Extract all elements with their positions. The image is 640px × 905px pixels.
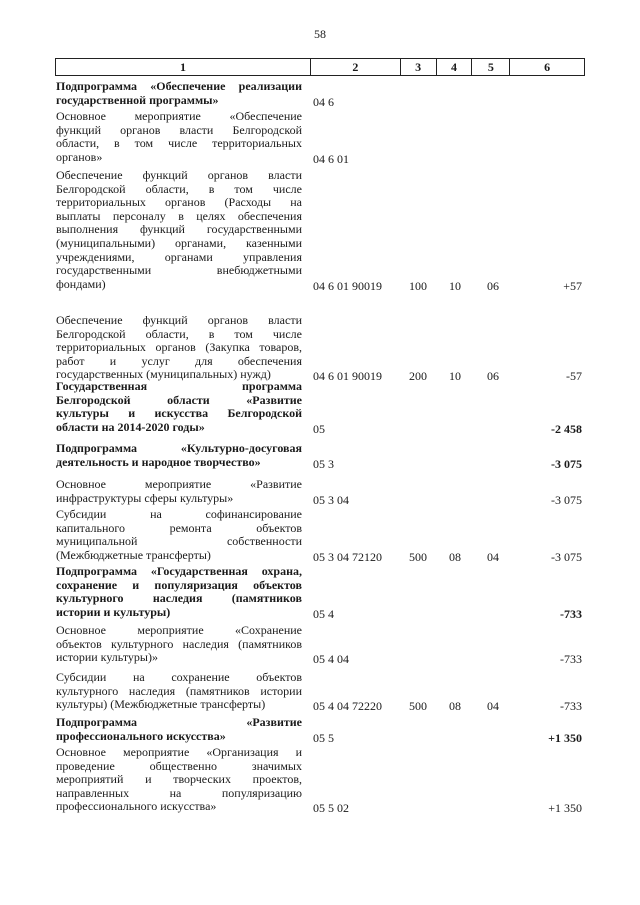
row-code: 05 4 04 72220 <box>313 699 382 713</box>
row-amount: +1 350 <box>548 731 582 745</box>
row-name-line: Подпрограмма «Культурно-досуговая <box>56 441 302 455</box>
row-code: 04 6 01 <box>313 152 349 166</box>
row-name-line: культуры и искусства Белгородской <box>56 406 302 421</box>
row-name <box>56 80 302 107</box>
row-name <box>56 314 302 382</box>
row-expense-type: 500 <box>409 550 427 564</box>
row-name-line: Обеспечение функций органов власти <box>56 313 302 327</box>
row-name-line: истории культуры)» <box>56 650 158 665</box>
row-name-line: Основное мероприятие «Сохранение <box>56 623 302 637</box>
row-name <box>56 380 302 434</box>
row-section: 10 <box>449 369 461 383</box>
row-code: 04 6 01 90019 <box>313 279 382 293</box>
row-name <box>56 565 302 619</box>
row-amount: -733 <box>560 699 582 713</box>
row-amount: -733 <box>560 652 582 666</box>
row-name-line: Белгородской области, в том числе <box>56 326 302 341</box>
row-name-line: работ и услуг для обеспечения <box>56 353 302 368</box>
row-name-line: проведение общественно значимых <box>56 758 302 773</box>
row-code: 04 6 <box>313 95 334 109</box>
header-col-6: 6 <box>544 59 551 74</box>
header-col-3: 3 <box>401 59 437 75</box>
row-code: 05 4 04 <box>313 652 349 666</box>
row-name-line: фондами) <box>56 276 106 291</box>
row-name-line: функций органов власти Белгородской <box>56 122 302 137</box>
row-name <box>56 716 302 743</box>
header-col-2: 2 <box>311 59 401 75</box>
row-name-line: инфраструктуры сферы культуры» <box>56 490 234 505</box>
row-code: 05 3 04 72120 <box>313 550 382 564</box>
row-subsection: 06 <box>487 369 499 383</box>
row-name-line: Основное мероприятие «Обеспечение <box>56 109 302 123</box>
row-amount: -3 075 <box>551 493 582 507</box>
row-name <box>56 671 302 712</box>
row-section: 08 <box>449 699 461 713</box>
row-amount: -3 075 <box>551 457 582 471</box>
row-name <box>56 624 302 665</box>
row-name-line: Субсидии на сохранение объектов <box>56 670 302 684</box>
row-amount: +1 350 <box>548 801 582 815</box>
table-header <box>55 58 585 76</box>
row-name-line: сохранение и популяризация объектов <box>56 577 302 592</box>
row-name-line: территориальных органов (Закупка товаров, <box>56 340 302 355</box>
row-name-line: государственной программы» <box>56 92 219 107</box>
row-subsection: 06 <box>487 279 499 293</box>
row-name-line: Государственная программа <box>56 379 302 393</box>
row-name-line: области на 2014-2020 годы» <box>56 419 205 434</box>
row-section: 08 <box>449 550 461 564</box>
row-name <box>56 110 302 164</box>
row-name <box>56 169 302 291</box>
row-name-line: территориальных органов (Расходы на <box>56 195 302 210</box>
row-name-line: капитального ремонта объектов <box>56 520 302 535</box>
row-code: 05 5 <box>313 731 334 745</box>
row-code: 05 <box>313 422 325 436</box>
row-name-line: Подпрограмма «Обеспечение реализации <box>56 79 302 93</box>
row-amount: -3 075 <box>551 550 582 564</box>
row-name <box>56 478 302 505</box>
row-amount: -733 <box>560 607 582 621</box>
row-name-line: Основное мероприятие «Организация и <box>56 745 302 759</box>
row-name <box>56 746 302 814</box>
page-number: 58 <box>314 27 326 41</box>
row-code: 05 3 <box>313 457 334 471</box>
row-expense-type: 100 <box>409 279 427 293</box>
row-name-line: муниципальной собственности <box>56 534 302 549</box>
row-amount: -2 458 <box>551 422 582 436</box>
row-name <box>56 508 302 562</box>
row-amount: -57 <box>566 369 582 383</box>
row-name-line: истории и культуры) <box>56 604 171 619</box>
row-name-line: государственных (муниципальных) нужд) <box>56 367 271 382</box>
row-name-line: Подпрограмма «Государственная охрана, <box>56 564 302 578</box>
row-code: 05 4 <box>313 607 334 621</box>
row-expense-type: 200 <box>409 369 427 383</box>
row-name-line: деятельность и народное творчество» <box>56 454 261 469</box>
row-name-line: (Межбюджетные трансферты) <box>56 547 211 562</box>
row-name-line: культурного наследия (памятников истории <box>56 683 302 698</box>
row-name-line: (муниципальными) органами, казенными <box>56 235 302 250</box>
row-name-line: государственными внебюджетными <box>56 263 302 278</box>
row-name-line: учреждениями, органами управления <box>56 249 302 264</box>
header-col-1: 1 <box>56 59 311 75</box>
row-code: 05 3 04 <box>313 493 349 507</box>
row-code: 04 6 01 90019 <box>313 369 382 383</box>
row-expense-type: 500 <box>409 699 427 713</box>
row-name-line: культуры) (Межбюджетные трансферты) <box>56 697 266 712</box>
row-name <box>56 442 302 469</box>
row-name-line: объектов культурного наследия (памятников <box>56 636 302 651</box>
row-name-line: профессионального искусства» <box>56 799 217 814</box>
header-col-4: 4 <box>437 59 473 75</box>
row-name-line: выполнения функций государственными <box>56 222 302 237</box>
header-col-5: 5 <box>472 59 510 75</box>
row-name-line: культурного наследия (памятников <box>56 591 302 606</box>
row-code: 05 5 02 <box>313 801 349 815</box>
row-name-line: Белгородской области, в том числе <box>56 181 302 196</box>
row-name-line: выплаты персоналу в целях обеспечения <box>56 208 302 223</box>
row-amount: +57 <box>563 279 582 293</box>
row-name-line: Обеспечение функций органов власти <box>56 168 302 182</box>
row-name-line: Субсидии на софинансирование <box>56 507 302 521</box>
row-name-line: Основное мероприятие «Развитие <box>56 477 302 491</box>
row-subsection: 04 <box>487 699 499 713</box>
row-name-line: Белгородской области «Развитие <box>56 392 302 407</box>
row-name-line: органов» <box>56 149 103 164</box>
row-name-line: направленных на популяризацию <box>56 785 302 800</box>
row-section: 10 <box>449 279 461 293</box>
row-name-line: Подпрограмма «Развитие <box>56 715 302 729</box>
row-subsection: 04 <box>487 550 499 564</box>
row-name-line: мероприятий и творческих проектов, <box>56 772 302 787</box>
row-name-line: области, в том числе территориальных <box>56 136 302 151</box>
row-name-line: профессионального искусства» <box>56 728 226 743</box>
